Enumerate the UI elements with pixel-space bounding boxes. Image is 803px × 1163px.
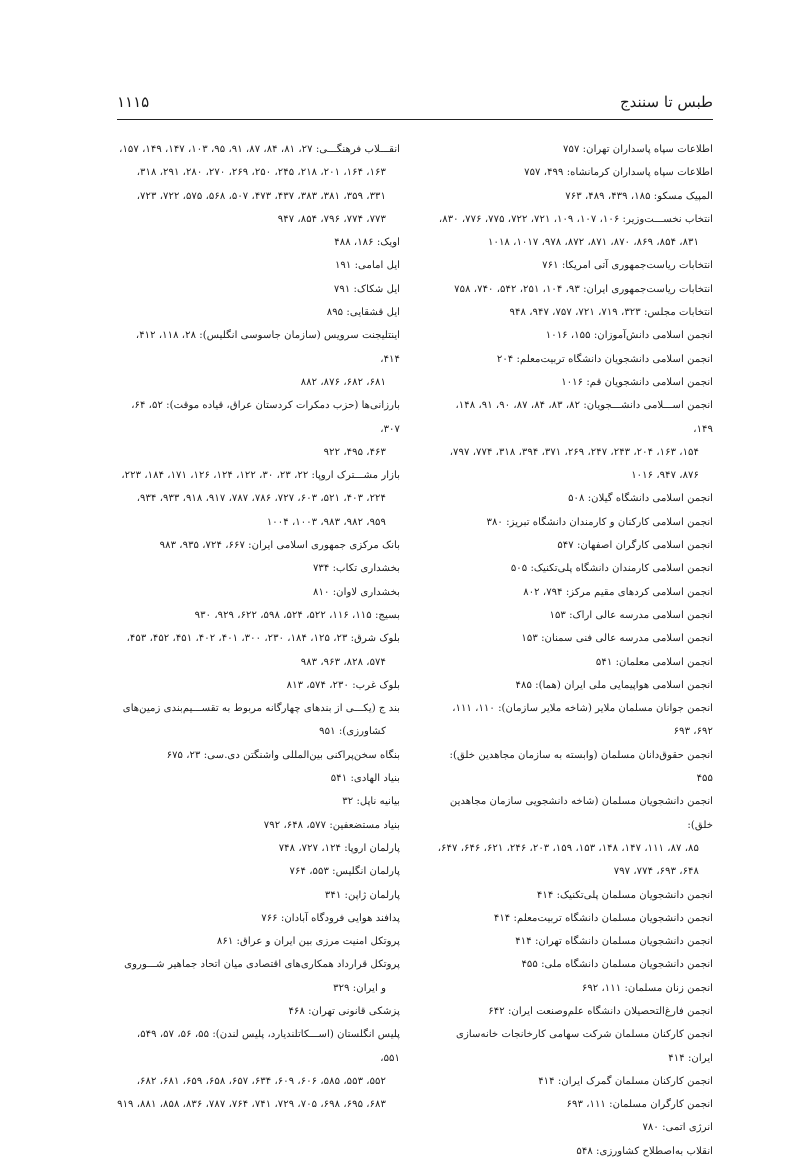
index-entry-line: انجمن دانشجویان مسلمان دانشگاه تربیت‌معلم: ۴۱۴ (493, 912, 713, 924)
index-entry (117, 138, 400, 231)
index-entry-line: انجمن دانشجویان مسلمان پلی‌تکنیک: ۴۱۴ (536, 889, 713, 901)
index-entry-line: انرژی اتمی: ۷۸۰ (642, 1122, 713, 1134)
index-entry-line: انقـــلاب فرهنگـــی: ۲۷، ۸۱، ۸۴، ۸۷، ۹۱، ۹۵، ۱۰۳، ۱۴۷، ۱۴۹، ۱۵۷، (119, 144, 400, 155)
index-entry (117, 1023, 400, 1116)
index-entry-line: ایل شکاک: ۷۹۱ (333, 283, 400, 295)
index-entry (433, 487, 713, 510)
index-entry-line: انجمن اسلامی دانش‌آموزان: ۱۵۵، ۱۰۱۶ (545, 330, 713, 342)
index-entry-line: انجمن اسلامی دانشجویان قم: ۱۰۱۶ (561, 376, 713, 388)
index-entry-line: بازار مشـــترک اروپا: ۲۲، ۲۳، ۳۰، ۱۲۲، ۱۲۴، ۱۲۶، ۱۷۱، ۱۸۴، ۲۲۳، (121, 470, 400, 482)
header-rule (117, 119, 713, 120)
index-entry-continuation: ۳۳۱، ۳۵۹، ۳۸۱، ۳۸۳، ۴۳۷، ۴۷۳، ۵۰۷، ۵۶۸، ۵۷۵، ۷۲۲، ۷۲۳، (136, 190, 386, 202)
index-entry (433, 651, 713, 674)
index-entry-line: پارلمان ژاپن: ۳۴۱ (324, 889, 400, 901)
index-entry-line: انجمن اسلامی کردهای مقیم مرکز: ۷۹۴، ۸۰۲ (523, 586, 713, 598)
index-entry-line: پارلمان اروپا: ۱۲۴، ۷۲۷، ۷۴۸ (278, 842, 400, 854)
index-entry-line: بیانیه ناپل: ۳۲ (342, 796, 400, 808)
index-entry-line: پروتکل قرارداد همکاری‌های اقتصادی میان اتحاد جماهیر شـــوروی (124, 959, 400, 971)
index-entry-line: بلوک غرب: ۲۳۰، ۵۷۴، ۸۱۳ (286, 679, 400, 691)
index-entry (433, 138, 713, 161)
index-entry-line: بارزانی‌ها (حزب دمکرات کردستان عراق، قیاده موقت): ۵۲، ۶۴، ۳۰۷، (131, 400, 400, 435)
index-entry (433, 977, 713, 1000)
index-entry-line: اطلاعات سپاه پاسداران کرمانشاه: ۴۹۹، ۷۵۷ (524, 167, 713, 179)
index-entry-continuation: ۸۷۶، ۹۴۷، ۱۰۱۶ (631, 470, 699, 482)
index-entry-line: انجمن کارکنان مسلمان گمرک ایران: ۴۱۴ (538, 1075, 713, 1087)
index-entry (433, 1116, 713, 1139)
index-entry (433, 604, 713, 627)
index-entry (117, 301, 400, 324)
index-entry (117, 953, 400, 1000)
index-entry-continuation: و ایران: ۳۲۹ (333, 982, 386, 994)
index-entry-line: بسیج: ۱۱۵، ۱۱۶، ۵۲۲، ۵۲۴، ۵۹۸، ۶۲۲، ۹۲۹، ۹۳۰ (194, 609, 400, 621)
index-entry (433, 348, 713, 371)
index-entry (433, 744, 713, 791)
index-entry-continuation: ۵۷۴، ۸۲۸، ۹۶۳، ۹۸۳ (300, 656, 386, 668)
index-entry-continuation: ۱۵۴، ۱۶۳، ۲۰۴، ۲۴۳، ۲۴۷، ۲۶۹، ۳۷۱، ۳۹۴، ۳۱۸، ۷۷۴، ۷۹۷، (449, 446, 699, 458)
index-entry (117, 1000, 400, 1023)
index-entry (117, 884, 400, 907)
index-entry (433, 697, 713, 744)
index-entry (433, 208, 713, 255)
index-entry (433, 557, 713, 580)
index-entry (433, 371, 713, 394)
index-entry-line: بنیاد الهادی: ۵۴۱ (330, 773, 400, 785)
index-entry-continuation: کشاورزی): ۹۵۱ (319, 726, 386, 738)
index-entry (433, 1093, 713, 1116)
index-entry-continuation: ۵۵۲، ۵۵۳، ۵۸۵، ۶۰۶، ۶۰۹، ۶۳۴، ۶۵۷، ۶۵۸، ۶۵۹، ۶۸۱، ۶۸۲، (136, 1075, 386, 1087)
index-entry-line: انجمن اسلامی مدرسه عالی فنی سمنان: ۱۵۳ (521, 633, 713, 645)
index-entry-line: انجمن اسلامی کارگران اصفهان: ۵۴۷ (557, 540, 713, 552)
index-entry (117, 231, 400, 254)
index-entry-line: اطلاعات سپاه پاسداران تهران: ۷۵۷ (563, 144, 713, 155)
index-entry (433, 581, 713, 604)
index-entry-line: انجمن اسلامی هواپیمایی ملی ایران (هما): ۴۸۵ (515, 679, 713, 691)
index-entry (433, 884, 713, 907)
index-entry-line: پارلمان انگلیس: ۵۵۳، ۷۶۴ (289, 866, 400, 878)
index-entry-line: المپیک مسکو: ۱۸۵، ۴۳۹، ۴۸۹، ۷۶۳ (565, 190, 713, 202)
index-entry (433, 1140, 713, 1163)
index-entry-line: انجمن زنان مسلمان: ۱۱۱، ۶۹۲ (581, 982, 713, 994)
index-entry-continuation: ۶۸۱، ۶۸۲، ۸۷۶، ۸۸۲ (300, 376, 386, 388)
index-entry-line: پروتکل امنیت مرزی بین ایران و عراق: ۸۶۱ (216, 936, 400, 948)
index-entry-line: انتخابات ریاست‌جمهوری ایران: ۹۳، ۱۰۴، ۲۵۱، ۵۴۲، ۷۴۰، ۷۵۸ (454, 283, 713, 295)
index-entry-line: پلیس انگلستان (اســـکاتلندیارد، پلیس لندن): ۵۵، ۵۶، ۵۷، ۵۴۹، ۵۵۱، (136, 1029, 400, 1064)
index-entry-continuation: ۹۵۹، ۹۸۲، ۹۸۳، ۱۰۰۳، ۱۰۰۴ (266, 516, 386, 528)
index-entry (117, 534, 400, 557)
index-entry-line: انجمن اســـلامی دانشـــجویان: ۸۲، ۸۳، ۸۴، ۸۷، ۹۰، ۹۱، ۱۴۸، ۱۴۹، (455, 400, 713, 435)
index-entry-line: پزشکی قانونی تهران: ۴۶۸ (288, 1005, 400, 1017)
index-entry-line: انقلاب به‌اصطلاح کشاورزی: ۵۴۸ (576, 1145, 713, 1157)
index-entry (117, 767, 400, 790)
index-entry (433, 394, 713, 487)
index-entry (433, 674, 713, 697)
index-entry (117, 604, 400, 627)
index-entry (433, 1000, 713, 1023)
index-entry (433, 278, 713, 301)
index-entry-line: انجمن حقوق‌دانان مسلمان (وابسته به سازمان مجاهدین خلق): ۴۵۵ (449, 749, 713, 785)
page-number: ۱۱۱۵ (117, 93, 150, 111)
index-entry-line: بند ج (یکـــی از بندهای چهارگانه مربوط به تقســـیم‌بندی زمین‌های (122, 703, 400, 715)
index-entry (433, 324, 713, 347)
index-entry (433, 534, 713, 557)
index-entry-continuation: ۱۶۳، ۱۶۴، ۲۰۱، ۲۱۸، ۲۴۵، ۲۵۰، ۲۶۹، ۲۷۰، ۲۸۰، ۲۹۱، ۳۱۸، (136, 167, 386, 179)
index-entry-line: انجمن جوانان مسلمان ملایر (شاخه ملایر سازمان): ۱۱۰، ۱۱۱، ۶۹۲، ۶۹۳ (452, 703, 713, 738)
index-entry (117, 697, 400, 744)
index-entry-line: انتخابات مجلس: ۳۲۳، ۷۱۹، ۷۲۱، ۷۵۷، ۹۴۷، ۹۴۸ (509, 307, 713, 319)
index-entry-line: ایل امامی: ۱۹۱ (334, 260, 400, 272)
index-entry (117, 860, 400, 883)
running-title: طبس تا سنندج (619, 93, 713, 111)
index-entry-line: انتخابات ریاست‌جمهوری آتی امریکا: ۷۶۱ (542, 260, 713, 272)
index-column-left (117, 138, 400, 1116)
index-entry-line: انجمن اسلامی دانشجویان دانشگاه تربیت‌معلم: ۲۰۴ (496, 353, 713, 365)
index-entry (433, 301, 713, 324)
index-entry-line: ایل قشقایی: ۸۹۵ (326, 307, 400, 319)
index-entry (117, 744, 400, 767)
index-entry (433, 185, 713, 208)
index-entry-line: بنیاد مستضعفین: ۵۷۷، ۶۴۸، ۷۹۲ (263, 819, 400, 831)
index-entry-line: انجمن دانشجویان مسلمان دانشگاه تهران: ۴۱۴ (515, 936, 713, 948)
index-entry-line: بانک مرکزی جمهوری اسلامی ایران: ۶۶۷، ۷۲۴، ۹۳۵، ۹۸۳ (159, 540, 400, 552)
index-entry-line: انجمن دانشجویان مسلمان دانشگاه ملی: ۴۵۵ (521, 959, 713, 971)
index-entry (433, 161, 713, 184)
index-entry-line: انجمن فارغ‌التحصیلان دانشگاه علم‌وصنعت ایران: ۶۴۲ (488, 1005, 713, 1017)
index-entry-line: اویک: ۱۸۶، ۴۸۸ (334, 237, 400, 249)
index-entry (117, 394, 400, 464)
index-entry (433, 930, 713, 953)
index-entry-continuation: ۶۸۳، ۶۹۵، ۶۹۸، ۷۰۵، ۷۲۹، ۷۴۱، ۷۶۴، ۷۸۷، ۸۳۶، ۸۵۸، ۸۸۱، ۹۱۹ (117, 1099, 386, 1111)
index-entry (117, 254, 400, 277)
index-entry (433, 254, 713, 277)
index-entry-line: انجمن دانشجویان مسلمان (شاخه دانشجویی سازمان مجاهدین خلق): (449, 796, 713, 831)
index-entry-line: بنگاه سخن‌پراکنی بین‌المللی واشنگتن دی.سی: ۲۳، ۶۷۵ (166, 749, 400, 761)
index-entry (117, 324, 400, 394)
index-entry-continuation: ۷۷۳، ۷۷۴، ۷۹۶، ۸۵۴، ۹۴۷ (277, 213, 386, 225)
index-entry (433, 790, 713, 883)
index-entry-line: اینتلیجنت سرویس (سازمان جاسوسی انگلیس): ۲۸، ۱۱۸، ۴۱۲، ۴۱۴، (135, 330, 400, 365)
index-entry-line: پدافند هوایی فرودگاه آبادان: ۷۶۶ (261, 912, 400, 924)
index-entry-line: بخشداری تکاب: ۷۳۴ (312, 563, 400, 575)
index-entry (117, 464, 400, 534)
index-entry (117, 837, 400, 860)
index-entry-continuation: ۴۶۳، ۴۹۵، ۹۲۲ (323, 446, 386, 458)
index-entry (117, 674, 400, 697)
index-entry-continuation: ۸۵، ۸۷، ۱۱۱، ۱۴۷، ۱۴۸، ۱۵۳، ۱۵۹، ۲۰۳، ۲۴۶، ۶۲۱، ۶۴۶، ۶۴۷، (437, 842, 699, 854)
index-entry-line: انجمن کارکنان مسلمان شرکت سهامی کارخانجات خانه‌سازی ایران: ۴۱۴ (455, 1029, 713, 1064)
index-entry-continuation: ۶۴۸، ۶۹۳، ۷۷۴، ۷۹۷ (613, 866, 699, 878)
index-entry (117, 930, 400, 953)
index-entry-line: بلوک شرق: ۲۳، ۱۲۵، ۱۸۴، ۲۳۰، ۳۰۰، ۴۰۱، ۴۰۲، ۴۵۱، ۴۵۲، ۴۵۳، (126, 633, 400, 645)
index-entry (433, 1023, 713, 1070)
index-entry (433, 511, 713, 534)
index-entry-line: انجمن اسلامی معلمان: ۵۴۱ (595, 656, 713, 668)
index-entry (433, 953, 713, 976)
index-entry (433, 627, 713, 650)
index-entry (117, 581, 400, 604)
index-column-right (433, 138, 713, 1163)
index-entry-line: انجمن اسلامی دانشگاه گیلان: ۵۰۸ (568, 493, 713, 505)
index-entry-continuation: ۸۳۱، ۸۵۴، ۸۶۹، ۸۷۰، ۸۷۱، ۸۷۲، ۹۷۸، ۱۰۱۷، ۱۰۱۸ (488, 237, 699, 249)
index-entry (433, 907, 713, 930)
index-entry-line: بخشداری لاوان: ۸۱۰ (313, 586, 400, 598)
index-entry (117, 907, 400, 930)
index-entry-continuation: ۲۲۴، ۴۰۳، ۵۲۱، ۶۰۳، ۷۲۷، ۷۸۶، ۷۸۷، ۹۱۷، ۹۱۸، ۹۳۳، ۹۳۴، (136, 493, 386, 505)
index-entry-line: انجمن اسلامی کارمندان دانشگاه پلی‌تکنیک: ۵۰۵ (510, 563, 713, 575)
index-entry-line: انجمن کارگران مسلمان: ۱۱۱، ۶۹۳ (566, 1099, 713, 1111)
index-entry (117, 278, 400, 301)
index-entry-line: انجمن اسلامی مدرسه عالی اراک: ۱۵۳ (549, 609, 713, 621)
index-entry (117, 814, 400, 837)
index-entry (117, 557, 400, 580)
page-header (117, 93, 713, 117)
index-entry (433, 1070, 713, 1093)
index-entry (117, 627, 400, 674)
index-entry-line: انتخاب نخســـت‌وزیر: ۱۰۶، ۱۰۷، ۱۰۹، ۷۲۱، ۷۲۲، ۷۷۵، ۷۷۶، ۸۳۰، (438, 213, 713, 225)
index-entry-line: انجمن اسلامی کارکنان و کارمندان دانشگاه تبریز: ۳۸۰ (486, 516, 713, 528)
index-entry (117, 790, 400, 813)
